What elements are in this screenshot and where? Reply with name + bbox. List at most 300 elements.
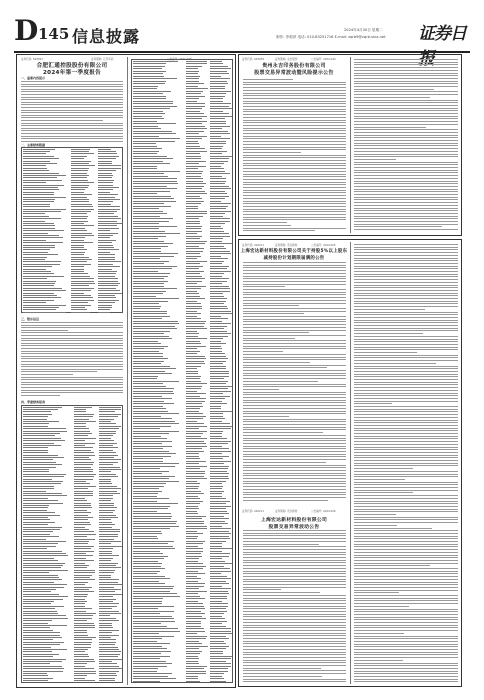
table-cell <box>23 563 66 564</box>
table-cell <box>23 481 63 482</box>
table-cell <box>71 221 87 222</box>
text-line <box>243 622 346 623</box>
table-cell <box>210 158 229 159</box>
table-cell <box>210 653 223 654</box>
table-cell <box>99 625 112 626</box>
table-cell <box>210 428 231 429</box>
text-line <box>354 295 458 296</box>
table-cell <box>210 681 226 682</box>
table-cell <box>99 503 114 504</box>
table-cell <box>186 156 201 157</box>
table-cell <box>133 211 163 212</box>
table-cell <box>99 673 116 674</box>
table-cell <box>98 276 115 277</box>
text-line <box>243 187 346 188</box>
table-cell <box>133 261 170 262</box>
table-cell <box>133 616 172 617</box>
table-cell <box>210 346 221 347</box>
text-line <box>354 70 458 71</box>
table-cell <box>186 481 198 482</box>
table-cell <box>98 170 117 171</box>
table-cell <box>98 218 121 219</box>
table-cell <box>23 678 53 679</box>
table-cell <box>210 431 223 432</box>
table-cell <box>133 478 170 479</box>
table-cell <box>133 116 162 117</box>
table-cell <box>186 513 199 514</box>
text-line <box>243 133 346 134</box>
table-cell <box>133 651 172 652</box>
text-line <box>243 473 346 474</box>
table-cell <box>98 281 118 282</box>
table-cell <box>186 516 206 517</box>
table-cell <box>98 153 117 154</box>
table-cell <box>186 383 208 384</box>
table-cell <box>23 618 69 619</box>
table-cell <box>210 556 229 557</box>
table-cell <box>210 361 226 362</box>
text-line <box>354 441 458 442</box>
table-cell <box>210 581 226 582</box>
table-cell <box>133 618 174 619</box>
table-cell <box>133 383 163 384</box>
table-cell <box>23 587 65 588</box>
table-cell <box>99 548 113 549</box>
text-line <box>354 484 458 485</box>
text-line <box>21 99 123 100</box>
text-line <box>354 630 458 631</box>
table-cell <box>133 98 166 99</box>
text-line <box>243 138 346 139</box>
text-line <box>354 159 396 160</box>
table-cell <box>210 271 231 272</box>
table-cell <box>210 141 226 142</box>
table-cell <box>210 616 222 617</box>
table-cell <box>133 328 177 329</box>
column-divider <box>350 57 351 233</box>
table-cell <box>71 283 94 284</box>
table-cell <box>133 283 165 284</box>
table-cell <box>210 663 231 664</box>
table-cell <box>210 571 231 572</box>
table-cell <box>210 181 226 182</box>
table-cell <box>99 594 122 595</box>
table-cell <box>186 258 198 259</box>
text-line <box>354 154 458 155</box>
table-cell <box>23 491 46 492</box>
text-line <box>354 468 413 469</box>
text-line <box>354 320 458 321</box>
table-cell <box>186 151 207 152</box>
table-cell <box>210 576 227 577</box>
table-cell <box>186 233 197 234</box>
table-cell <box>186 636 208 637</box>
text-line <box>354 536 458 537</box>
table-cell <box>210 423 230 424</box>
table-cell <box>210 123 226 124</box>
text-line <box>354 644 458 645</box>
table-cell <box>186 391 197 392</box>
table-cell <box>133 306 161 307</box>
table-cell <box>210 603 228 604</box>
table-cell <box>186 326 205 327</box>
text-line <box>243 676 322 677</box>
table-cell <box>74 570 96 571</box>
text-line <box>354 127 426 128</box>
table-cell <box>23 515 61 516</box>
table-cell <box>23 462 57 463</box>
table-cell <box>23 599 64 600</box>
table-cell <box>23 197 66 198</box>
table-cell <box>186 583 205 584</box>
table-cell <box>98 168 121 169</box>
table-cell <box>133 76 164 77</box>
table-cell <box>133 493 158 494</box>
table-cell <box>98 180 114 181</box>
stock-code: 证券代码: 603058 <box>242 58 264 61</box>
text-line <box>354 258 458 259</box>
text-line <box>354 336 458 337</box>
text-line <box>354 218 458 219</box>
table-cell <box>186 88 208 89</box>
table-cell <box>133 413 179 414</box>
table-cell <box>210 301 226 302</box>
table-cell <box>74 551 95 552</box>
table-cell <box>99 407 121 408</box>
text-line <box>354 395 458 396</box>
table-cell <box>186 411 199 412</box>
table-cell <box>186 168 199 169</box>
table-cell <box>133 551 161 552</box>
text-line <box>243 402 346 403</box>
table-cell <box>133 273 170 274</box>
table-cell <box>98 259 115 260</box>
table-cell <box>210 593 229 594</box>
table-cell <box>74 505 92 506</box>
text-line <box>354 105 458 106</box>
text-line <box>354 622 458 623</box>
table-cell <box>186 306 202 307</box>
table-cell <box>186 418 203 419</box>
table-cell <box>210 151 227 152</box>
table-cell <box>23 551 63 552</box>
table-cell <box>99 534 118 535</box>
text-line <box>21 125 123 126</box>
text-line <box>243 114 346 115</box>
table-cell <box>133 586 175 587</box>
table-cell <box>23 407 63 408</box>
table-cell <box>133 333 165 334</box>
table-cell <box>210 538 230 539</box>
table-cell <box>133 396 163 397</box>
table-cell <box>99 421 111 422</box>
text-line <box>354 59 458 60</box>
table-cell <box>133 91 172 92</box>
table-cell <box>23 233 48 234</box>
table-cell <box>186 241 208 242</box>
table-cell <box>23 309 57 310</box>
table-cell <box>23 498 48 499</box>
section-heading: 三、股东信息 <box>21 317 40 321</box>
table-cell <box>98 199 120 200</box>
table-cell <box>23 457 64 458</box>
table-cell <box>210 293 223 294</box>
text-line <box>243 84 346 85</box>
table-cell <box>98 223 122 224</box>
table-cell <box>210 543 222 544</box>
table-cell <box>186 351 200 352</box>
table-cell <box>133 358 168 359</box>
table-cell <box>186 458 201 459</box>
text-line <box>243 292 346 293</box>
table-cell <box>74 558 87 559</box>
text-line <box>354 492 413 493</box>
table-cell <box>133 256 175 257</box>
table-cell <box>210 378 224 379</box>
text-line <box>354 541 458 542</box>
table-cell <box>98 249 119 250</box>
table-cell <box>23 476 64 477</box>
table-cell <box>210 66 228 67</box>
text-line <box>354 216 458 217</box>
text-line <box>354 401 458 402</box>
table-cell <box>186 386 203 387</box>
table-cell <box>74 462 95 463</box>
table-cell <box>133 331 170 332</box>
table-cell <box>23 632 61 633</box>
table-cell <box>23 185 65 186</box>
table-cell <box>210 238 223 239</box>
text-line <box>354 382 458 383</box>
table-cell <box>23 642 65 643</box>
table-cell <box>74 517 94 518</box>
table-cell <box>23 206 51 207</box>
table-cell <box>186 213 208 214</box>
table-cell <box>23 455 58 456</box>
table-cell <box>74 663 88 664</box>
table-cell <box>74 647 92 648</box>
text-line <box>243 373 346 374</box>
table-cell <box>99 579 119 580</box>
table-cell <box>23 194 54 195</box>
table-cell <box>23 254 59 255</box>
table-cell <box>71 151 88 152</box>
table-cell <box>23 447 48 448</box>
text-line <box>243 384 346 385</box>
text-line <box>354 341 458 342</box>
table-cell <box>210 236 230 237</box>
table-cell <box>133 566 161 567</box>
text-line <box>354 668 458 669</box>
table-cell <box>186 406 203 407</box>
table-cell <box>133 203 164 204</box>
table-cell <box>186 321 206 322</box>
text-line <box>354 97 430 98</box>
table-cell <box>98 264 113 265</box>
table-cell <box>186 251 203 252</box>
table-cell <box>186 543 204 544</box>
table-cell <box>186 198 202 199</box>
table-cell <box>186 666 207 667</box>
table-cell <box>133 511 157 512</box>
table-cell <box>23 445 61 446</box>
table-cell <box>23 565 64 566</box>
table-cell <box>71 163 89 164</box>
text-line <box>354 189 458 190</box>
text-line <box>243 343 346 344</box>
table-cell <box>210 448 229 449</box>
table-cell <box>210 503 226 504</box>
table-cell <box>99 630 119 631</box>
table-cell <box>74 678 86 679</box>
text-line <box>354 170 458 171</box>
table-cell <box>74 455 96 456</box>
table-cell <box>133 576 166 577</box>
table-cell <box>186 221 201 222</box>
table-cell <box>74 591 94 592</box>
table-cell <box>133 536 158 537</box>
text-line <box>354 137 458 138</box>
text-line <box>243 297 346 298</box>
text-line <box>21 130 123 131</box>
text-line <box>354 582 458 583</box>
table-cell <box>74 594 88 595</box>
table-cell <box>186 171 203 172</box>
table-cell <box>74 519 89 520</box>
table-cell <box>74 546 95 547</box>
table-cell <box>186 591 207 592</box>
table-cell <box>23 522 55 523</box>
table-cell <box>210 101 223 102</box>
table-cell <box>99 476 118 477</box>
table-cell <box>99 416 118 417</box>
table-cell <box>23 450 48 451</box>
table-cell <box>99 455 118 456</box>
table-cell <box>186 138 202 139</box>
text-line <box>354 113 458 114</box>
table-cell <box>99 680 115 681</box>
text-line <box>354 263 458 264</box>
text-line <box>243 79 293 80</box>
table-cell <box>133 343 162 344</box>
table-cell <box>99 488 121 489</box>
table-cell <box>133 251 161 252</box>
table-cell <box>210 118 225 119</box>
table-cell <box>74 440 86 441</box>
table-cell <box>186 133 199 134</box>
table-cell <box>186 423 205 424</box>
table-cell <box>74 452 94 453</box>
table-cell <box>23 524 48 525</box>
text-line <box>354 129 458 130</box>
report-title: 2024年第一季度报告 <box>42 70 102 76</box>
table-cell <box>74 659 94 660</box>
table-cell <box>74 536 87 537</box>
text-line <box>354 657 458 658</box>
table-cell <box>186 373 199 374</box>
text-line <box>243 492 346 493</box>
table-cell <box>99 599 116 600</box>
table-cell <box>186 523 204 524</box>
table-cell <box>74 419 89 420</box>
table-cell <box>98 245 113 246</box>
table-cell <box>186 506 198 507</box>
table-cell <box>71 309 87 310</box>
text-line <box>243 438 346 439</box>
table-cell <box>210 341 221 342</box>
table-cell <box>186 318 201 319</box>
text-line <box>21 390 123 391</box>
table-cell <box>133 638 163 639</box>
text-line <box>243 419 346 420</box>
table-cell <box>210 163 224 164</box>
table-cell <box>23 426 48 427</box>
table-cell <box>99 627 113 628</box>
table-cell <box>23 479 52 480</box>
table-cell <box>210 93 226 94</box>
table-cell <box>133 321 179 322</box>
table-cell <box>23 189 59 190</box>
report-title: 减持股份计划期限届满的公告 <box>263 256 325 261</box>
table-cell <box>133 436 162 437</box>
table-cell <box>74 527 86 528</box>
table-cell <box>23 312 66 313</box>
table-cell <box>186 536 199 537</box>
table-cell <box>133 308 161 309</box>
text-line <box>243 665 346 666</box>
table-cell <box>133 101 173 102</box>
table-cell <box>186 396 201 397</box>
table-cell <box>210 541 226 542</box>
table-cell <box>23 663 50 664</box>
text-line <box>243 595 346 596</box>
text-line <box>243 144 346 145</box>
table-cell <box>99 474 116 475</box>
section-heading: 二、主要财务数据 <box>21 143 46 147</box>
text-line <box>243 203 346 204</box>
table-cell <box>210 258 228 259</box>
table-cell <box>71 213 87 214</box>
table-cell <box>133 388 174 389</box>
text-line <box>243 284 346 285</box>
text-line <box>354 406 458 407</box>
table-cell <box>186 498 200 499</box>
text-line <box>243 448 346 449</box>
table-cell <box>133 411 168 412</box>
table-cell <box>99 572 114 573</box>
table-cell <box>133 181 177 182</box>
table-cell <box>186 68 198 69</box>
table-cell <box>210 638 229 639</box>
text-line <box>21 343 123 344</box>
table-cell <box>133 196 171 197</box>
text-line <box>21 115 123 116</box>
table-cell <box>133 523 177 524</box>
text-line <box>243 497 346 498</box>
table-cell <box>23 673 47 674</box>
table-cell <box>210 671 228 672</box>
text-line <box>354 94 458 95</box>
table-cell <box>186 293 199 294</box>
table-cell <box>99 601 113 602</box>
table-cell <box>133 356 163 357</box>
table-cell <box>133 161 164 162</box>
table-cell <box>71 305 91 306</box>
text-line <box>354 576 458 577</box>
table-cell <box>186 126 205 127</box>
table-cell <box>133 141 176 142</box>
text-line <box>243 267 346 268</box>
